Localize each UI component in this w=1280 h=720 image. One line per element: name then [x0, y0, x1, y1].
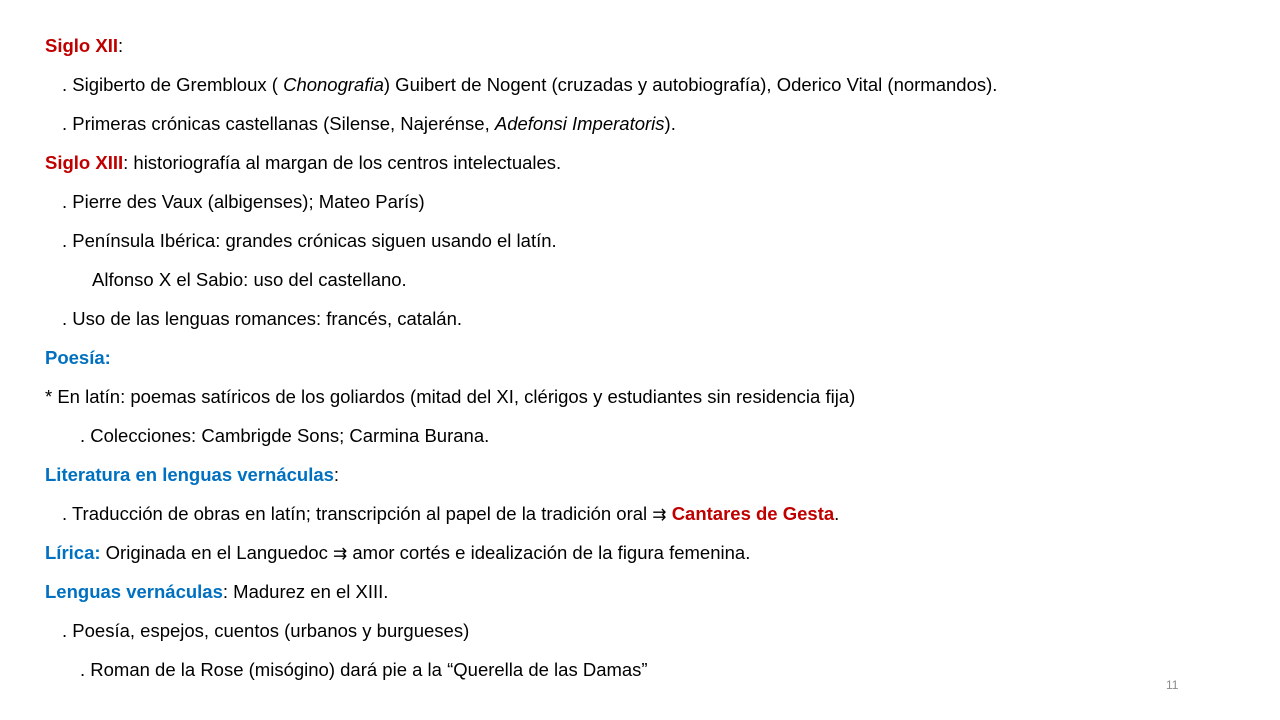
line-colecciones [80, 424, 489, 448]
text-segment: * En latín: poemas satíricos de los goliardos (mitad del XI, clérigos y estudiantes sin residencia fija) [45, 386, 856, 407]
colon: : [117, 35, 124, 56]
line-literatura-vernaculas [45, 463, 339, 487]
italic-title: Adefonsi Imperatoris [494, 113, 665, 134]
text-segment: . Traducción de obras en latín; transcripción al papel de la tradición oral [62, 503, 653, 524]
line-traduccion [62, 502, 839, 527]
line-poesia-espejos [62, 619, 469, 643]
line-pierre-des-vaux [62, 190, 425, 214]
text-segment: . Pierre des Vaux (albigenses); Mateo París) [62, 191, 425, 212]
text-segment: ) Guibert de Nogent (cruzadas y autobiografía), Oderico Vital (normandos). [383, 74, 998, 95]
text-segment: . Poesía, espejos, cuentos (urbanos y burgueses) [62, 620, 470, 641]
text-segment: ). [664, 113, 676, 134]
text-segment: . Sigiberto de Grembloux ( [62, 74, 284, 95]
double-arrow-icon: ⇉ [332, 544, 348, 564]
line-primeras-cronicas [62, 112, 676, 136]
line-peninsula-iberica [62, 229, 557, 253]
text-segment: . Roman de la Rose (misógino) dará pie a la “Querella de las Damas” [80, 659, 648, 680]
heading-literatura: Literatura en lenguas vernáculas [45, 464, 334, 485]
highlight-cantares: Cantares de Gesta [671, 503, 835, 524]
text-segment: . Península Ibérica: grandes crónicas siguen usando el latín. [62, 230, 557, 251]
line-lirica [45, 541, 750, 566]
text-segment: . [834, 503, 840, 524]
heading-siglo-xii: Siglo XII [45, 35, 118, 56]
line-poesia [45, 346, 111, 370]
text-segment: . Uso de las lenguas romances: francés, catalán. [62, 308, 463, 329]
text-segment: : Madurez en el XIII. [222, 581, 389, 602]
text-segment: Alfonso X el Sabio: uso del castellano. [92, 269, 407, 290]
line-lenguas-romances [62, 307, 462, 331]
line-sigiberto [62, 73, 997, 97]
line-lenguas-vernaculas [45, 580, 388, 604]
line-alfonso-x [92, 268, 407, 292]
heading-siglo-xiii: Siglo XIII [45, 152, 124, 173]
double-arrow-icon: ⇉ [652, 505, 667, 525]
line-roman-de-la-rose [80, 658, 648, 682]
heading-lenguas-vernaculas: Lenguas vernáculas [45, 581, 223, 602]
text-segment: amor cortés e idealización de la figura femenina. [347, 542, 751, 563]
text-segment: . Colecciones: Cambrigde Sons; Carmina Burana. [80, 425, 490, 446]
text-segment: Originada en el Languedoc [100, 542, 333, 563]
italic-title: Chonografia [283, 74, 384, 95]
heading-lirica: Lírica: [45, 542, 101, 563]
colon: : [333, 464, 340, 485]
heading-poesia: Poesía: [45, 347, 111, 368]
line-siglo-xiii [45, 151, 561, 175]
line-en-latin [45, 385, 855, 409]
text-segment: : historiografía al margan de los centros intelectuales. [123, 152, 562, 173]
text-segment: . Primeras crónicas castellanas (Silense, Najerénse, [62, 113, 495, 134]
page-number: 11 [1166, 678, 1179, 692]
line-siglo-xii [45, 34, 123, 58]
